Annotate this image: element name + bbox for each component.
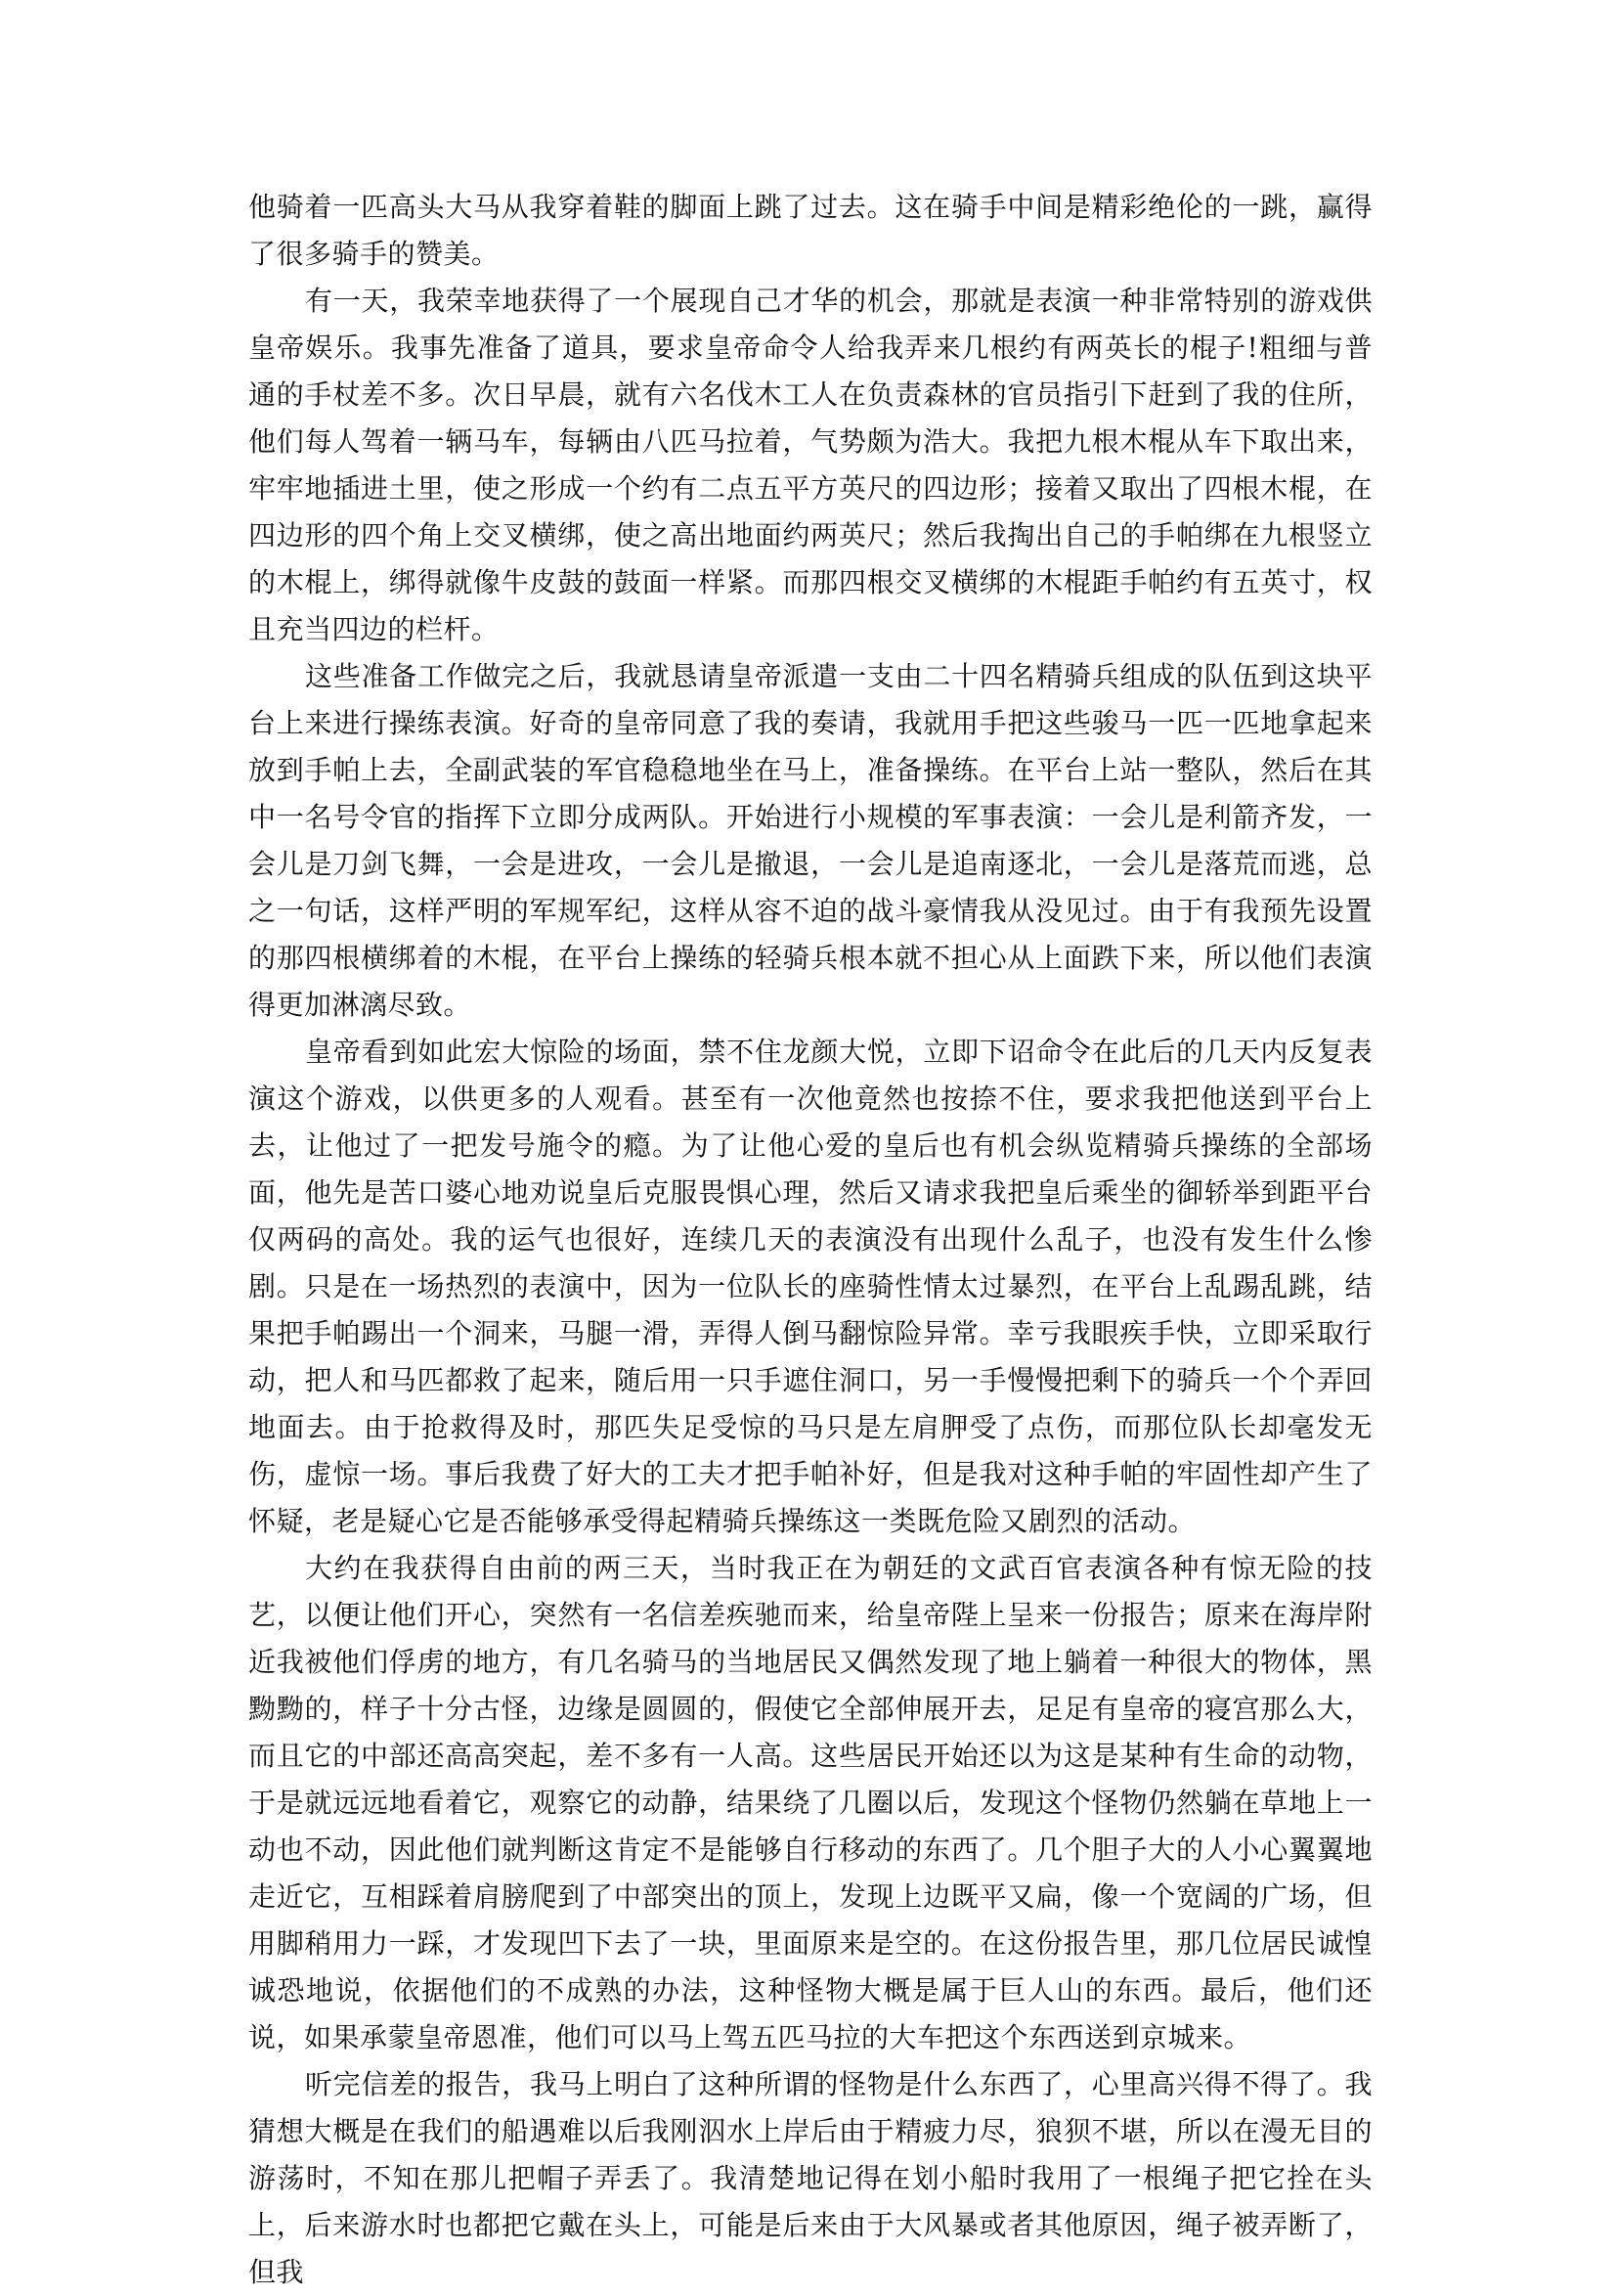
paragraph-3: 这些准备工作做完之后，我就恳请皇帝派遣一支由二十四名精骑兵组成的队伍到这块平台上来进行操练表演。好奇的皇帝同意了我的奏请，我就用手把这些骏马一匹一匹地拿起来放到手帕上去，全副武装的军官稳稳地坐在马上，准备操练。在平台上站一整队，然后在其中一名号令官的指挥下立即分成两队。开始进行小规模的军事表演：一会儿是利箭齐发，一会儿是刀剑飞舞，一会是进攻，一会儿是撤退，一会儿是追南逐北，一会儿是落荒而逃，总之一句话，这样严明的军规军纪，这样从容不迫的战斗豪情我从没见过。由于有我预先设置的那四根横绑着的木棍，在平台上操练的轻骑兵根本就不担心从上面跌下来，所以他们表演得更加淋漓尽致。 <box>248 660 1373 1021</box>
paragraph-4: 皇帝看到如此宏大惊险的场面，禁不住龙颜大悦，立即下诏命令在此后的几天内反复表演这个游戏，以供更多的人观看。甚至有一次他竟然也按捺不住，要求我把他送到平台上去，让他过了一把发号施令的瘾。为了让他心爱的皇后也有机会纵览精骑兵操练的全部场面，他先是苦口婆心地劝说皇后克服畏惧心理，然后又请求我把皇后乘坐的御轿举到距平台仅两码的高处。我的运气也很好，连续几天的表演没有出现什么乱子，也没有发生什么惨剧。只是在一场热烈的表演中，因为一位队长的座骑性情太过暴烈，在平台上乱踢乱跳，结果把手帕踢出一个洞来，马腿一滑，弄得人倒马翻惊险异常。幸亏我眼疾手快，立即采取行动，把人和马匹都救了起来，随后用一只手遮住洞口，另一手慢慢把剩下的骑兵一个个弄回地面去。由于抢救得及时，那匹失足受惊的马只是左肩胛受了点伤，而那位队长却毫发无伤，虚惊一场。事后我费了好大的工夫才把手帕补好，但是我对这种手帕的牢固性却产生了怀疑，老是疑心它是否能够承受得起精骑兵操练这一类既危险又剧烈的活动。 <box>248 1036 1373 1537</box>
paragraph-2: 有一天，我荣幸地获得了一个展现自己才华的机会，那就是表演一种非常特别的游戏供皇帝娱乐。我事先准备了道具，要求皇帝命令人给我弄来几根约有两英长的棍子!粗细与普通的手杖差不多。次日早晨，就有六名伐木工人在负责森林的官员指引下赶到了我的住所，他们每人驾着一辆马车，每辆由八匹马拉着，气势颇为浩大。我把九根木棍从车下取出来，牢牢地插进土里，使之形成一个约有二点五平方英尺的四边形；接着又取出了四根木棍，在四边形的四个角上交叉横绑，使之高出地面约两英尺；然后我掏出自己的手帕绑在九根竖立的木棍上，绑得就像牛皮鼓的鼓面一样紧。而那四根交叉横绑的木棍距手帕约有五英寸，权且充当四边的栏杆。 <box>248 285 1373 645</box>
document-page <box>248 184 1373 2296</box>
paragraph-1: 他骑着一匹高头大马从我穿着鞋的脚面上跳了过去。这在骑手中间是精彩绝伦的一跳，赢得了很多骑手的赞美。 <box>248 191 1373 270</box>
paragraph-5: 大约在我获得自由前的两三天，当时我正在为朝廷的文武百官表演各种有惊无险的技艺，以便让他们开心，突然有一名信差疾驰而来，给皇帝陛上呈来一份报告；原来在海岸附近我被他们俘虏的地方，有几名骑马的当地居民又偶然发现了地上躺着一种很大的物体，黑黝黝的，样子十分古怪，边缘是圆圆的，假使它全部伸展开去，足足有皇帝的寝宫那么大，而且它的中部还高高突起，差不多有一人高。这些居民开始还以为这是某种有生命的动物，于是就远远地看着它，观察它的动静，结果绕了几圈以后，发现这个怪物仍然躺在草地上一动也不动，因此他们就判断这肯定不是能够自行移动的东西了。几个胆子大的人小心翼翼地走近它，互相踩着肩膀爬到了中部突出的顶上，发现上边既平又扁，像一个宽阔的广场，但用脚稍用力一踩，才发现凹下去了一块，里面原来是空的。在这份报告里，那几位居民诚惶诚恐地说，依据他们的不成熟的办法，这种怪物大概是属于巨人山的东西。最后，他们还说，如果承蒙皇帝恩准，他们可以马上驾五匹马拉的大车把这个东西送到京城来。 <box>248 1552 1373 2053</box>
paragraph-6: 听完信差的报告，我马上明白了这种所谓的怪物是什么东西了，心里高兴得不得了。我猜想大概是在我们的船遇难以后我刚泅水上岸后由于精疲力尽，狼狈不堪，所以在漫无目的游荡时，不知在那儿把帽子弄丢了。我清楚地记得在划小船时我用了一根绳子把它拴在头上，后来游水时也都把它戴在头上，可能是后来由于大风暴或者其他原因，绳子被弄断了，但我 <box>248 2068 1373 2288</box>
